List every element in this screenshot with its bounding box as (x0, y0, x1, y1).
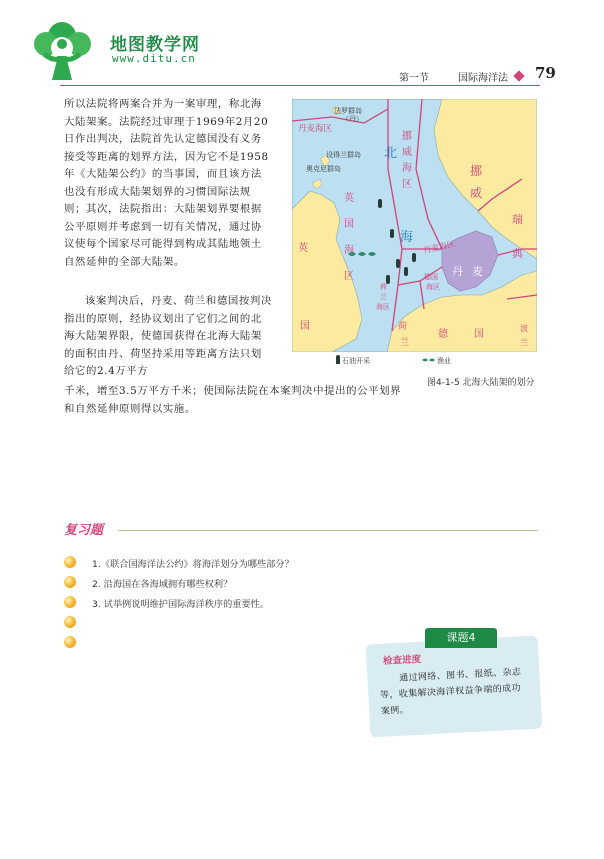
body-paragraph-1: 所以法院将两案合并为一案审理，称北海大陆架案。法院经过审理于1969年2月20日作出判决，法院首先认定德国没有义务接受等距离的划界方法，因为它不是1958年《大陆架公约》的当事国，而且该方法也没有形成大陆架划界的习惯国际法规则；其次，法院指出：大陆架划界要根据公平原则并考虑到一切有关情况，通过协议使每个国家尽可能得到构成其陆地领土自然延伸的全部大陆架。 (64, 98, 269, 268)
map-label-north-sea-2: 海 (400, 230, 414, 245)
map-label-uk-zone-3: 区 (344, 271, 354, 282)
review-question-1: 1.《联合国海洋法公约》将海洋划分为哪些部分？ (92, 559, 294, 570)
map-label-uk-zone-2: 海 (344, 245, 354, 256)
page-number: 79 (535, 64, 556, 82)
map-label-dutch-zone-0: 荷 (380, 283, 387, 291)
map-label-uk-zone-0: 英 (344, 193, 354, 204)
map-label-sweden-0: 瑞 (512, 213, 523, 226)
bullet-icon (64, 636, 76, 648)
map-label-germany-1: 国 (474, 329, 484, 340)
map-label-netherlands-0: 荷 (398, 322, 408, 332)
bullet-icon (64, 576, 76, 588)
section-label: 第一节 (399, 73, 429, 84)
review-question-2: 2. 沿海国在各海域拥有哪些权利？ (92, 579, 233, 590)
map-label-norway-zone-2: 海 (402, 163, 412, 174)
review-divider (118, 530, 538, 531)
map-label-shetland: 设得兰群岛 (326, 151, 361, 159)
map-label-norway-0: 挪 (470, 164, 483, 178)
review-title: 复习题 (64, 523, 104, 538)
bullet-icon (64, 596, 76, 608)
north-sea-map (292, 99, 537, 352)
bullet-icon (64, 556, 76, 568)
tree-logo-icon (24, 14, 120, 84)
map-label-poland-0: 波 (520, 324, 528, 333)
task-tab: 课题4 (425, 628, 497, 648)
chapter-label: 国际海洋法 (458, 73, 508, 84)
fish-icon (422, 356, 436, 363)
map-label-german-zone-1: 海区 (426, 283, 440, 291)
legend-fish-label: 渔业 (437, 357, 451, 365)
map-label-faroe: 法罗群岛 (334, 107, 362, 115)
map-label-dutch-zone-2: 海区 (376, 303, 390, 311)
map-label-danish-zone: 丹麦海区 (422, 239, 456, 255)
map-label-denmark-0: 丹 (452, 265, 463, 278)
map-label-danish-zone-nw: 丹麦海区 (298, 124, 333, 134)
body-paragraph-2: 该案判决后，丹麦、荷兰和德国按判决指出的原则，经协议划出了它们之间的北海大陆架界限，使德国获得在北海大陆架的面积由丹、荷坚持采用等距离方法只划给它的2.4万平方 (64, 295, 272, 377)
task-heading: 检查进度 (382, 654, 422, 667)
map-label-north-sea-1: 北 (384, 146, 398, 161)
map-label-norway-zone-3: 区 (402, 179, 412, 190)
map-label-uk-1: 国 (300, 321, 310, 332)
map-label-denmark-1: 麦 (472, 265, 483, 278)
map-label-orkney: 奥克尼群岛 (306, 165, 341, 173)
review-question-3: 3. 试举例说明维护国际海洋秩序的重要性。 (92, 599, 270, 610)
legend-oil-label: 石油开采 (342, 357, 370, 365)
header-divider (60, 85, 540, 86)
map-label-faroe-owner: （丹） (342, 115, 363, 123)
map-label-germany-0: 德 (438, 329, 448, 340)
logo-title: 地图教学网 (110, 35, 200, 55)
map-label-norway-zone-0: 挪 (402, 131, 412, 142)
body-paragraph-3: 千米，增至3.5万平方千米；使国际法院在本案判决中提出的公平划界和自然延伸原则得以实施。 (64, 385, 402, 415)
map-label-sweden-1: 典 (512, 247, 523, 260)
diamond-icon (513, 70, 524, 81)
map-label-norway-1: 威 (470, 186, 483, 200)
oil-rig-icon (336, 355, 340, 364)
map-label-uk-0: 英 (298, 243, 308, 254)
bullet-icon (64, 616, 76, 628)
figure-caption: 图4-1-5 北海大陆架的划分 (427, 378, 535, 388)
map-label-poland-1: 兰 (520, 338, 528, 347)
map-label-netherlands-1: 兰 (400, 338, 410, 348)
map-label-uk-zone-1: 国 (344, 219, 354, 230)
task-text: 通过网络、图书、报纸、杂志等，收集解决海洋权益争端的成功案例。 (379, 667, 522, 717)
map-label-dutch-zone-1: 兰 (380, 293, 387, 301)
map-label-german-zone-0: 德国 (424, 273, 438, 281)
logo-url: www.ditu.cn (112, 52, 196, 65)
map-label-norway-zone-1: 威 (402, 147, 412, 158)
